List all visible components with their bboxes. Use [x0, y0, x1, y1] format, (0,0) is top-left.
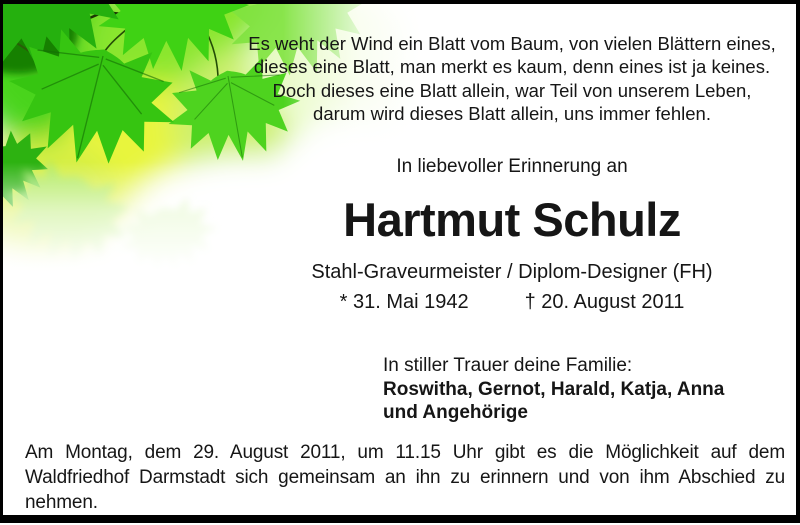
poem [203, 32, 800, 125]
ceremony-line: Am Montag, dem 29. August 2011, um 11.15 Uhr gibt es die Möglichkeit auf dem [25, 442, 785, 463]
mourners-intro: In stiller Trauer deine Familie: [383, 355, 633, 376]
death-date: † 20. August 2011 [524, 291, 685, 313]
memorial-intro: In liebevoller Erinnerung an [396, 156, 628, 177]
ceremony-line: Waldfriedhof Darmstadt sich gemeinsam an ihn zu erinnern und von ihm Abschied zu [25, 467, 785, 488]
poem-line: Es weht der Wind ein Blatt vom Baum, von vielen Blättern eines, [248, 33, 776, 54]
mourners-names: Roswitha, Gernot, Harald, Katja, Anna [383, 378, 725, 400]
poem-line: Doch dieses eine Blatt allein, war Teil von unserem Leben, [272, 79, 752, 101]
birth-date: * 31. Mai 1942 [339, 291, 469, 313]
ceremony-info [25, 440, 785, 515]
ceremony-line: nehmen. [25, 492, 98, 513]
profession: Stahl-Graveurmeister / Diplom-Designer (FH) [311, 261, 713, 283]
life-dates [187, 291, 800, 313]
poem-line: darum wird dieses Blatt allein, uns immer fehlen. [313, 102, 711, 124]
mourners-names-continued: und Angehörige [383, 402, 528, 423]
mourners-block [383, 354, 724, 425]
memorial-block [187, 156, 800, 313]
deceased-name: Hartmut Schulz [343, 193, 681, 246]
poem-line: dieses eine Blatt, man merkt es kaum, denn eines ist ja keines. [253, 56, 771, 78]
